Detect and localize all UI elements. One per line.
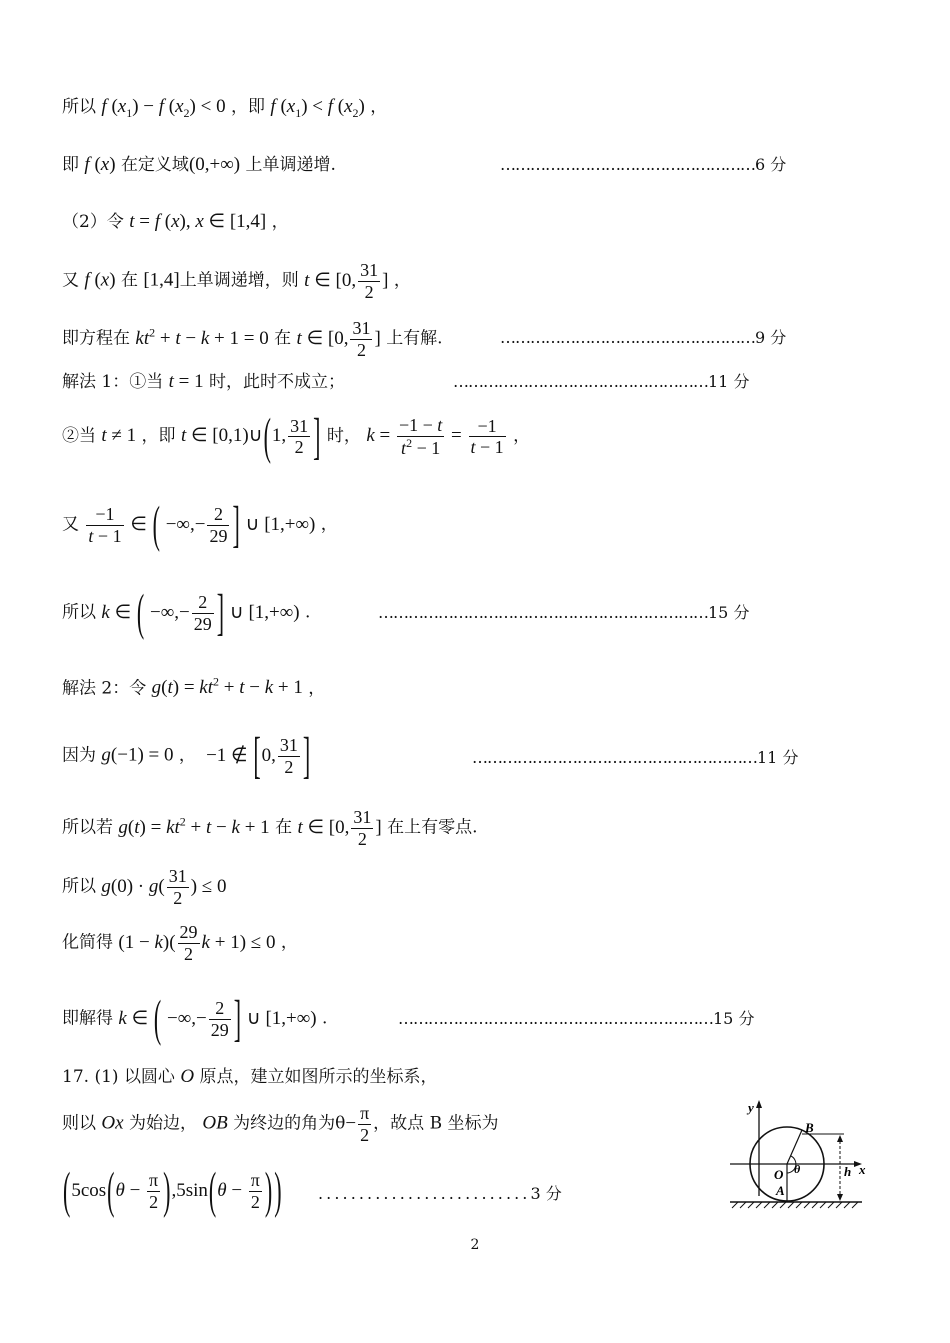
- formula: t ≠ 1: [101, 425, 137, 447]
- line-12: 所以若 $g(t) = kt^2 + t - k + 1$ 在 t ∈ [0, $\frac{31}{2}$ ] 在上有零点.: [62, 807, 478, 849]
- formula: $g(t) = kt^2 + t - k + 1$: [118, 814, 270, 838]
- formula: $\frac{-1}{t - 1}$ ∈ ( −∞,− $\frac{2}{29}$ ] ∪ [1,+∞): [88, 495, 316, 553]
- score-15b: ………………………………………………………15 分: [398, 1009, 755, 1028]
- formula: g(−1) = 0: [101, 744, 174, 766]
- formula: [1,4]: [143, 269, 180, 291]
- formula: f $(x_1) - f$ $(x_2) < 0$: [101, 96, 226, 120]
- score-6: ……………………………………………6 分: [500, 155, 787, 174]
- formula: $g(t) = kt^2 + t - k + 1$: [151, 675, 303, 699]
- page-number: 2: [470, 1237, 480, 1253]
- formula: OB: [202, 1112, 228, 1134]
- formula: −1 ∉ [0, $\frac{31}{2}$ ]: [201, 726, 311, 784]
- line-4: 又 f (x) 在 [1,4]上单调递增，则 t ∈ [0, $\frac{31}{2}$ ] ，: [62, 260, 411, 302]
- formula: $kt^2 + t - k + 1 = 0$: [135, 325, 269, 349]
- line-11: 因为 g(−1) = 0 ， −1 ∉ [0, $\frac{31}{2}$ ]: [62, 726, 311, 784]
- score-9: ……………………………………………9 分: [500, 328, 787, 347]
- formula: t ∈ [0, $\frac{31}{2}$ ]: [304, 260, 389, 302]
- line-16: 17. (1) 以圆心 O 原点，建立如图所示的坐标系，: [62, 1066, 438, 1087]
- formula: f $(x_1) < f$ $(x_2)$: [270, 96, 365, 120]
- formula: f (x): [84, 154, 116, 175]
- line-14: 化简得 (1 − k)( $\frac{29}{2}$ k + 1) ≤ 0 ，: [62, 922, 298, 964]
- line-17: 则以 Ox 为始边， OB 为终边的角为θ− $\frac{\pi}{2}$ ，故点 B 坐标为: [62, 1103, 499, 1145]
- line-8: 又 $\frac{-1}{t - 1}$ ∈ ( −∞,− $\frac{2}{29}$ ] ∪ [1,+∞) ，: [62, 495, 338, 553]
- line-9: 所以 k ∈ ( −∞,− $\frac{2}{29}$ ] ∪ [1,+∞) .: [62, 583, 311, 641]
- formula: k = $\frac{-1 - t}{t^2 - 1}$ = $\frac{-1}{t - 1}$: [366, 415, 504, 458]
- formula: (0,+∞): [188, 154, 241, 175]
- label-A: A: [776, 1183, 785, 1198]
- label-theta: θ: [794, 1162, 801, 1176]
- line-2: 即 f (x) 在定义域(0,+∞) 上单调递增.: [62, 154, 336, 175]
- label-x: x: [859, 1162, 866, 1177]
- formula: g(0) · g( $\frac{31}{2}$ ) ≤ 0: [101, 866, 227, 908]
- ferris-wheel-figure: [722, 1098, 872, 1218]
- label-y: y: [748, 1100, 754, 1115]
- score-15a: …………………………………………………………15 分: [378, 603, 750, 622]
- label-h: h: [844, 1164, 852, 1179]
- formula: t = f (x), x ∈ [1,4]: [129, 211, 267, 232]
- formula: f (x): [84, 269, 116, 291]
- score-3: . . . . . . . . . . . . . . . . . . . . . . . . . . 3 分: [318, 1184, 562, 1203]
- formula: t ∈ [0, $\frac{31}{2}$ ]: [296, 318, 381, 360]
- score-11b: …………………………………………………11 分: [472, 748, 799, 767]
- formula: (5cos(θ − $\frac{\pi}{2}$ ),5sin(θ − $\frac{\pi}{2}$ )): [63, 1161, 282, 1219]
- score-11a: ……………………………………………11 分: [453, 372, 750, 391]
- line-6: 解法 1：①当 t = 1 时，此时不成立；: [62, 371, 346, 392]
- label-O: O: [774, 1167, 784, 1182]
- formula: t ∈ [0, $\frac{31}{2}$ ]: [297, 807, 382, 849]
- line-3: （2）令 t = f (x), x ∈ [1,4] ，: [62, 211, 289, 232]
- formula: k ∈ ( −∞,− $\frac{2}{29}$ ] ∪ [1,+∞): [101, 583, 300, 641]
- line-7: ②当 t ≠ 1 ，即 t ∈ [0,1)∪(1, $\frac{31}{2}$ ] 时， k = $\frac{-1 - t}{t^2 - 1}$ = $\frac{-1}{t - 1}$ ，: [62, 406, 531, 465]
- label-B: B: [805, 1120, 814, 1135]
- formula: t ∈ [0,1)∪(1, $\frac{31}{2}$ ]: [180, 406, 321, 465]
- line-1: 所以 f $(x_1) - f$ $(x_2) < 0$ ，即 f $(x_1) < f$ $(x_2)$ ，: [62, 96, 388, 120]
- line-18: [62, 1161, 283, 1219]
- line-15: 即解得 k ∈ ( −∞,− $\frac{2}{29}$ ] ∪ [1,+∞) .: [62, 989, 328, 1047]
- line-5: 即方程在 $kt^2 + t - k + 1 = 0$ 在 t ∈ [0, $\frac{31}{2}$ ] 上有解.: [62, 318, 443, 360]
- line-13: 所以 g(0) · g( $\frac{31}{2}$ ) ≤ 0: [62, 866, 227, 908]
- line-10: 解法 2：令 $g(t) = kt^2 + t - k + 1$ ，: [62, 675, 326, 699]
- formula: k ∈ ( −∞,− $\frac{2}{29}$ ] ∪ [1,+∞): [118, 989, 317, 1047]
- formula: O: [180, 1066, 195, 1087]
- formula: − $\frac{\pi}{2}$: [345, 1103, 370, 1145]
- formula: Ox: [101, 1112, 124, 1134]
- formula: (1 − k)( $\frac{29}{2}$ k + 1) ≤ 0: [118, 922, 276, 964]
- formula: t = 1: [168, 371, 204, 392]
